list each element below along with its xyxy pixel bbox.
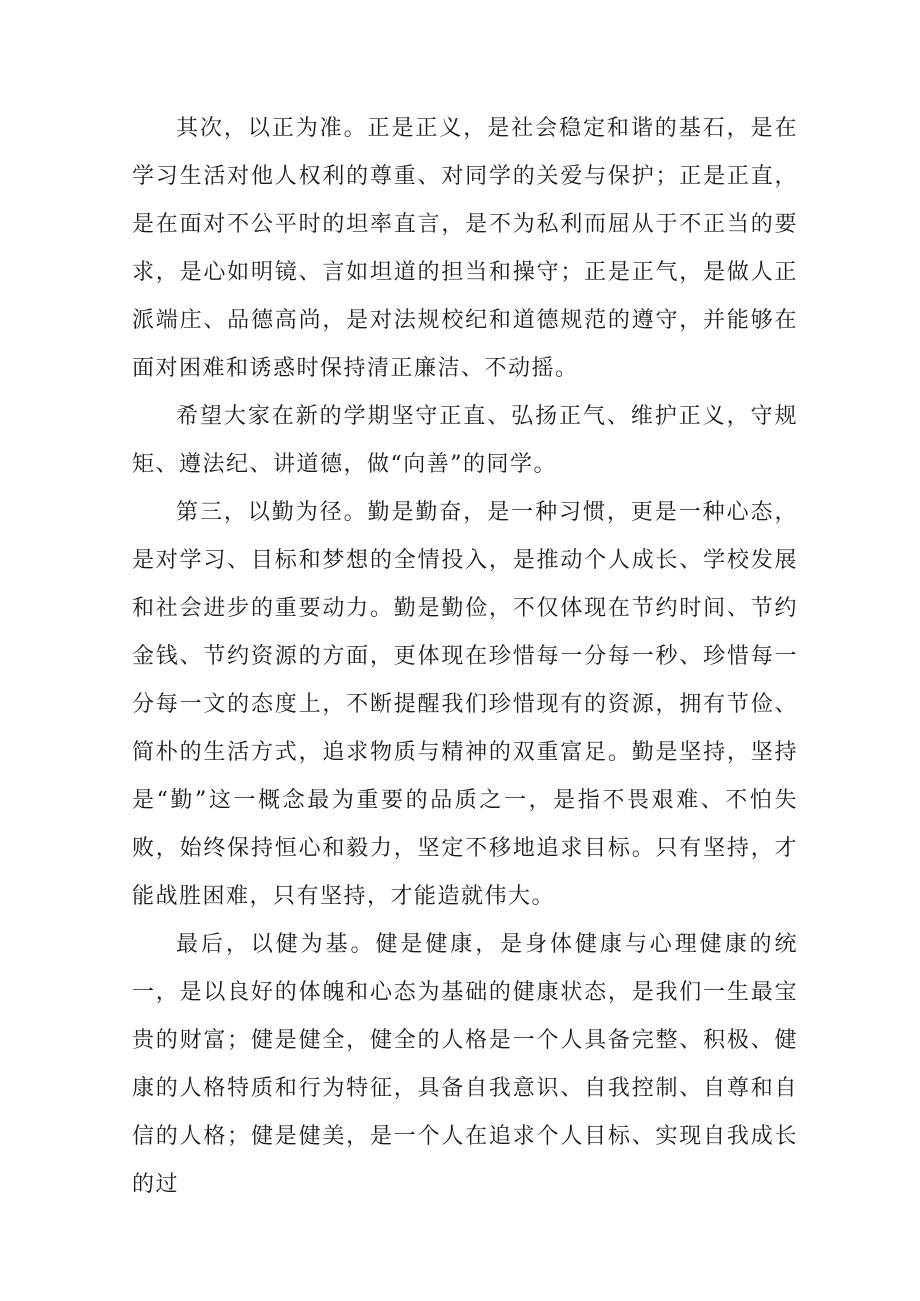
paragraph-3: 第三，以勤为径。勤是勤奋，是一种习惯，更是一种心态，是对学习、目标和梦想的全情投入，是推动个人成长、学校发展和社会进步的重要动力。勤是勤俭，不仅体现在节约时间、节约金钱、节约资源的方面，更体现在珍惜每一分每一秒、珍惜每一分每一文的态度上，不断提醒我们珍惜现有的资源，拥有节俭、简朴的生活方式，追求物质与精神的双重富足。勤是坚持，坚持是“勤”这一概念最为重要的品质之一，是指不畏艰难、不怕失败，始终保持恒心和毅力，坚定不移地追求目标。只有坚持，才能战胜困难，只有坚持，才能造就伟大。 xyxy=(132,500,798,909)
paragraph-1: 其次，以正为准。正是正义，是社会稳定和谐的基石，是在学习生活对他人权利的尊重、对同学的关爱与保护；正是正直，是在面对不公平时的坦率直言，是不为私利而屈从于不正当的要求，是心如明镜、言如坦道的担当和操守；正是正气，是做人正派端庄、品德高尚，是对法规校纪和道德规范的遵守，并能够在面对困难和诱惑时保持清正廉洁、不动摇。 xyxy=(132,116,798,381)
paragraph-4: 最后，以健为基。健是健康，是身体健康与心理健康的统一，是以良好的体魄和心态为基础的健康状态，是我们一生最宝贵的财富；健是健全，健全的人格是一个人具备完整、积极、健康的人格特质和行为特征，具备自我意识、自我控制、自尊和自信的人格；健是健美，是一个人在追求个人目标、实现自我成长的过 xyxy=(132,932,798,1197)
paragraph-2: 希望大家在新的学期坚守正直、弘扬正气、维护正义，守规矩、遵法纪、讲道德，做“向善”的同学。 xyxy=(132,404,798,477)
document-body xyxy=(132,105,798,1209)
